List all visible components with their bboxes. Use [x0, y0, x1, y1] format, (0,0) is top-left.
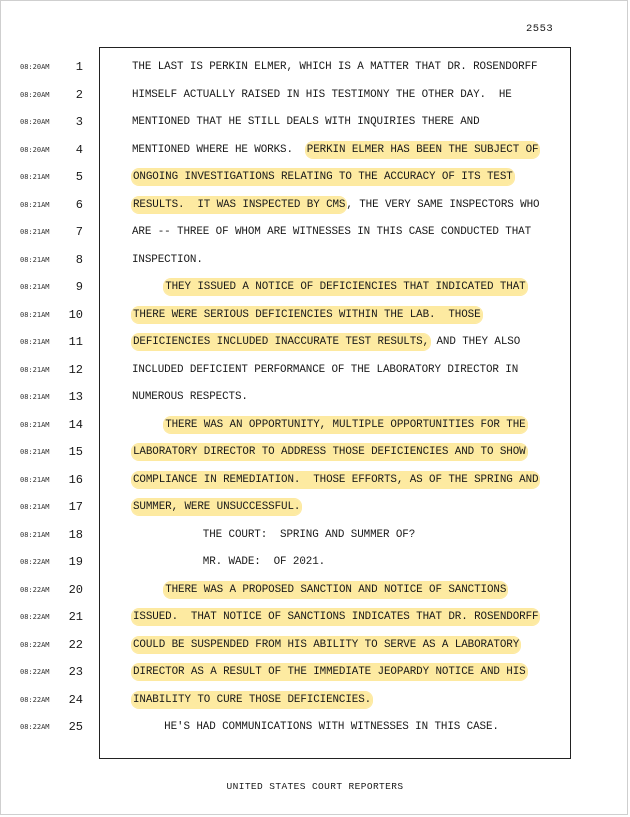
line-number: 4 — [75, 142, 83, 157]
line-number: 14 — [68, 417, 83, 432]
line-timestamp: 08:22AM — [20, 668, 50, 676]
line-number: 6 — [75, 197, 83, 212]
line-timestamp: 08:21AM — [20, 228, 50, 236]
line-text — [132, 470, 539, 490]
line-text — [132, 525, 415, 545]
line-text — [132, 305, 482, 325]
line-number: 9 — [75, 280, 83, 294]
line-number: 3 — [75, 115, 83, 129]
highlighted-text: SUMMER, WERE UNSUCCESSFUL. — [133, 501, 301, 513]
line-text — [132, 195, 539, 215]
line-timestamp: 08:21AM — [20, 310, 50, 319]
line-text — [132, 222, 531, 242]
line-number: 2 — [75, 87, 83, 102]
text-segment: THE LAST IS PERKIN ELMER, WHICH IS A MATTER THAT DR. ROSENDORFF — [132, 61, 538, 73]
line-timestamp: 08:22AM — [20, 723, 50, 731]
text-segment: HE'S HAD COMMUNICATIONS WITH WITNESSES IN THIS CASE. — [132, 721, 499, 733]
text-segment: INSPECTION. — [132, 253, 203, 266]
line-number: 1 — [75, 60, 83, 74]
line-text — [132, 635, 520, 655]
line-number: 15 — [68, 445, 83, 459]
text-segment: NUMEROUS RESPECTS. — [132, 391, 248, 403]
line-number: 22 — [68, 637, 83, 652]
line-text — [132, 552, 325, 572]
line-timestamp: 08:22AM — [20, 640, 50, 649]
line-number: 12 — [68, 362, 83, 377]
highlighted-text: RESULTS. IT WAS INSPECTED BY CMS — [133, 198, 346, 211]
line-timestamp: 08:21AM — [20, 365, 50, 374]
line-text — [132, 690, 372, 710]
line-number: 11 — [68, 335, 83, 349]
line-timestamp: 08:21AM — [20, 530, 50, 539]
highlighted-text: DIRECTOR AS A RESULT OF THE IMMEDIATE JEOPARDY NOTICE AND HIS — [133, 666, 526, 678]
line-text — [132, 57, 537, 77]
line-timestamp: 08:20AM — [20, 63, 50, 71]
line-text — [132, 85, 512, 105]
line-timestamp: 08:20AM — [20, 90, 50, 99]
line-timestamp: 08:22AM — [20, 585, 50, 594]
line-text — [132, 360, 518, 380]
page-number: 2553 — [526, 23, 554, 35]
line-text — [132, 442, 527, 462]
line-timestamp: 08:21AM — [20, 255, 50, 264]
line-text — [132, 387, 248, 407]
text-segment: THE COURT: SPRING AND SUMMER OF? — [132, 528, 416, 541]
line-timestamp: 08:20AM — [20, 118, 50, 126]
highlighted-text: COULD BE SUSPENDED FROM HIS ABILITY TO SERVE AS A LABORATORY — [133, 638, 520, 651]
line-timestamp: 08:21AM — [20, 173, 50, 181]
line-text — [132, 497, 301, 517]
highlighted-text: PERKIN ELMER HAS BEEN THE SUBJECT OF — [306, 143, 539, 156]
line-number: 16 — [68, 472, 83, 487]
line-number: 13 — [68, 390, 83, 404]
line-timestamp: 08:21AM — [20, 200, 50, 209]
line-text — [132, 717, 499, 737]
line-text — [132, 277, 527, 297]
text-segment: MR. WADE: OF 2021. — [132, 556, 326, 568]
line-timestamp: 08:21AM — [20, 338, 50, 346]
line-number: 20 — [68, 582, 83, 597]
line-text — [132, 250, 203, 270]
highlighted-text: ONGOING INVESTIGATIONS RELATING TO THE ACCURACY OF ITS TEST — [133, 171, 513, 183]
line-number: 5 — [75, 170, 83, 184]
text-segment: MENTIONED WHERE HE WORKS. — [132, 143, 306, 156]
highlighted-text: COMPLIANCE IN REMEDIATION. THOSE EFFORTS, AS OF THE SPRING AND — [133, 473, 539, 486]
line-text — [132, 662, 527, 682]
line-number: 21 — [68, 610, 83, 624]
line-number: 25 — [68, 720, 83, 734]
text-segment: HIMSELF ACTUALLY RAISED IN HIS TESTIMONY THE OTHER DAY. HE — [132, 88, 512, 101]
line-number: 19 — [68, 555, 83, 569]
highlighted-text: ISSUED. THAT NOTICE OF SANCTIONS INDICATES THAT DR. ROSENDORFF — [133, 611, 539, 623]
line-number: 18 — [68, 527, 83, 542]
line-number: 10 — [68, 307, 83, 322]
line-text — [132, 607, 539, 627]
line-timestamp: 08:21AM — [20, 283, 50, 291]
line-text — [132, 415, 527, 435]
line-timestamp: 08:21AM — [20, 393, 50, 401]
highlighted-text: THEY ISSUED A NOTICE OF DEFICIENCIES THAT INDICATED THAT — [165, 281, 526, 293]
line-text — [132, 167, 514, 187]
line-timestamp: 08:21AM — [20, 475, 50, 484]
text-segment: AND THEY ALSO — [430, 336, 521, 348]
line-number: 17 — [68, 500, 83, 514]
line-text — [132, 332, 520, 352]
highlighted-text: THERE WERE SERIOUS DEFICIENCIES WITHIN THE LAB. THOSE — [133, 308, 481, 321]
line-timestamp: 08:20AM — [20, 145, 50, 154]
line-timestamp: 08:22AM — [20, 695, 50, 704]
line-number: 8 — [75, 252, 83, 267]
text-segment — [132, 281, 164, 293]
line-text — [132, 140, 539, 160]
line-number: 23 — [68, 665, 83, 679]
text-segment: INCLUDED DEFICIENT PERFORMANCE OF THE LABORATORY DIRECTOR IN — [132, 363, 519, 376]
text-segment — [132, 419, 164, 431]
text-segment — [132, 584, 164, 596]
line-timestamp: 08:22AM — [20, 613, 50, 621]
line-timestamp: 08:21AM — [20, 503, 50, 511]
line-number: 7 — [75, 225, 83, 239]
line-timestamp: 08:21AM — [20, 420, 50, 429]
highlighted-text: LABORATORY DIRECTOR TO ADDRESS THOSE DEFICIENCIES AND TO SHOW — [133, 446, 526, 458]
line-timestamp: 08:21AM — [20, 448, 50, 456]
line-text — [132, 580, 507, 600]
line-number: 24 — [68, 692, 83, 707]
line-text — [132, 112, 480, 132]
highlighted-text: INABILITY TO CURE THOSE DEFICIENCIES. — [133, 693, 372, 706]
text-segment: ARE -- THREE OF WHOM ARE WITNESSES IN THIS CASE CONDUCTED THAT — [132, 226, 531, 238]
highlighted-text: THERE WAS A PROPOSED SANCTION AND NOTICE OF SANCTIONS — [165, 583, 507, 596]
highlighted-text: THERE WAS AN OPPORTUNITY, MULTIPLE OPPORTUNITIES FOR THE — [165, 418, 526, 431]
line-timestamp: 08:22AM — [20, 558, 50, 566]
footer-reporter: UNITED STATES COURT REPORTERS — [226, 781, 404, 792]
text-segment: MENTIONED THAT HE STILL DEALS WITH INQUIRIES THERE AND — [132, 116, 480, 128]
highlighted-text: DEFICIENCIES INCLUDED INACCURATE TEST RESULTS, — [133, 336, 430, 348]
text-segment: , THE VERY SAME INSPECTORS WHO — [346, 198, 540, 211]
